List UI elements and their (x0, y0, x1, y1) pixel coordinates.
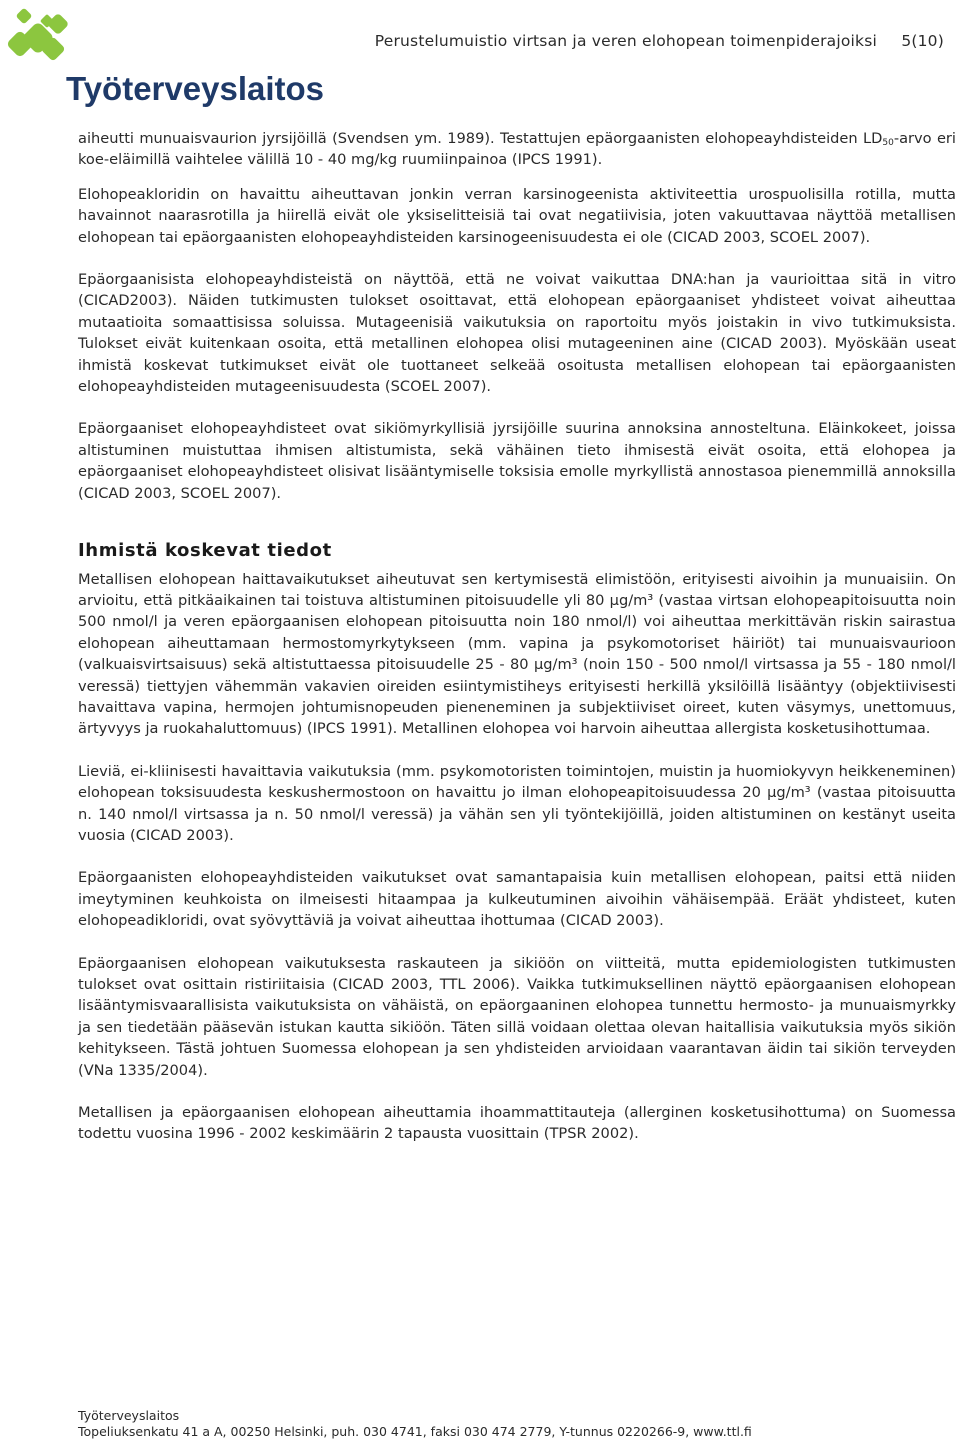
footer-org: Työterveyslaitos (78, 1408, 180, 1423)
footer-address: Topeliuksenkatu 41 a A, 00250 Helsinki, puh. 030 4741, faksi 030 474 2779, Y-tunnus 0220266-9, www.ttl.fi (78, 1424, 752, 1439)
section-heading: Ihmistä koskevat tiedot (78, 540, 332, 562)
page-number: 5(10) (901, 32, 944, 50)
paragraph-9: Metallisen ja epäorgaanisen elohopean aiheuttamia ihoammattitauteja (allerginen kosketusihottuma) on Suomessa todettu vuosina 1996 - 2002 keskimäärin 2 tapausta vuosittain (TPSR 2002). (78, 1104, 956, 1143)
paragraph-6: Lieviä, ei-kliinisesti havaittavia vaikutuksia (mm. psykomotoristen toimintojen, muistin ja huomiokyvyn heikkeneminen) elohopean toksisuudesta keskushermostoon on havaittu jo ilman elohopeapitoisuudessa 20 µg/m³ (vastaa pitoisuutta n. 140 nmol/l virtsassa ja n. 50 nmol/l veressä) ja vähän sen yli työntekijöillä, joiden altistuminen on kestänyt useita vuosia (CICAD 2003). (78, 762, 956, 844)
paragraph-8: Epäorgaanisen elohopean vaikutuksesta raskauteen ja sikiöön on viitteitä, mutta epidemiologisten tutkimusten tulokset ovat osittain ristiriitaisia (CICAD 2003, TTL 2006). Vaikka tutkimuksellinen näyttö epäorgaanisen elohopean lisääntymisvaarallisista vaikutuksista on vähäistä, on epäorgaaninen elohopea tunnettu hermosto- ja munuaismyrkky ja sen tiedetään pääsevän istukan kautta sikiöön. Täten sillä voidaan olettaa olevan haitallisia vaikutuksia myös sikiön kehitykseen. Tästä johtuen Suomessa elohopean ja sen yhdisteiden arvioidaan vaarantavan äidin tai sikiön terveyden (VNa 1335/2004). (78, 954, 956, 1079)
doc-title: Perustelumuistio virtsan ja veren elohopean toimenpiderajoiksi (374, 32, 878, 50)
paragraph-1: aiheutti munuaisvaurion jyrsijöillä (Svendsen ym. 1989). Testattujen epäorgaanisten elohopeayhdisteiden $LD_{50}$-arvo eri koe-eläimillä vaihtelee välillä 10 - 40 mg/kg ruumiinpainoa (IPCS 1991). (78, 130, 956, 169)
logo-mark-icon (6, 5, 71, 61)
paragraph-2: Elohopeakloridin on havaittu aiheuttavan jonkin verran karsinogeenista aktiviteettia urospuolisilla rotilla, mutta havainnot naarasrotilla ja hiirellä eivät ole yksiselitteisiä tai ovat negatiivisia, joten vakuuttavaa näyttöä metallisen elohopean tai epäorgaanisten elohopeayhdisteiden karsinogeenisuudesta ei ole (CICAD 2003, SCOEL 2007). (78, 185, 956, 246)
logo-wordmark: Työterveyslaitos (66, 70, 324, 107)
main-content (78, 128, 956, 1166)
paragraph-7: Epäorgaanisten elohopeayhdisteiden vaikutukset ovat samantapaisia kuin metallisen elohopean, paitsi että niiden imeytyminen keuhkoista on ilmeisesti hitaampaa ja kulkeutuminen aivoihin vähäisempää. Eräät yhdisteet, kuten elohopeadikloridi, ovat syövyttäviä ja voivat aiheuttaa ihottumaa (CICAD 2003). (78, 869, 956, 930)
logo (4, 4, 324, 108)
paragraph-4: Epäorgaaniset elohopeayhdisteet ovat sikiömyrkyllisiä jyrsijöille suurina annoksina annosteltuna. Eläinkokeet, joissa altistuminen muistuttaa ihmisen altistumista, sekä vähäinen tieto ihmisestä eivät osoita, että elohopea ja epäorgaaniset elohopeayhdisteet olisivat lisääntymiselle toksisia emolle myrkyllistä annostasoa pienemmillä annoksilla (CICAD 2003, SCOEL 2007). (78, 420, 956, 502)
paragraph-3: Epäorgaanisista elohopeayhdisteistä on näyttöä, että ne voivat vaikuttaa DNA:han ja vaurioittaa sitä in vitro (CICAD2003). Näiden tutkimusten tulokset osoittavat, että elohopean epäorgaaniset yhdisteet voivat aiheuttaa mutaatioita somaattisissa soluissa. Mutageenisiä vaikutuksia on raportoitu myös joistakin in vivo tutkimuksista. Tulokset eivät kuitenkaan osoita, että metallinen elohopea olisi mutageeninen aine (CICAD 2003). Myöskään useat ihmistä koskevat tutkimukset eivät ole tuottaneet selkeää osoitusta metallisen elohopean tai epäorgaanisten elohopeayhdisteiden mutageenisuudesta (SCOEL 2007). (78, 271, 956, 396)
paragraph-5: Metallisen elohopean haittavaikutukset aiheutuvat sen kertymisestä elimistöön, erityisesti aivoihin ja munuaisiin. On arvioitu, että pitkäaikainen tai toistuva altistuminen pitoisuudelle yli 80 µg/m³ (vastaa virtsan elohopeapitoisuutta noin 500 nmol/l ja veren epäorgaanisen elohopean pitoisuutta noin 180 nmol/l) voi aiheuttaa merkittävän riskin sairastua elohopean aiheuttamaan hermostomyrkytykseen (mm. vapina ja psykomotoriset häiriöt) tai munuaisvaurioon (valkuaisvirtsaisuus) sekä altistuttaessa pitoisuudelle 25 - 80 µg/m³ (noin 150 - 500 nmol/l virtsassa ja 55 - 180 nmol/l veressä) tiettyjen vähemmän vakavien oireiden esiintymistiheys erityisesti herkillä yksilöillä lisääntyy (objektiivisesti havaittava vapina, hermojen johtumisnopeuden pieneneminen ja subjektiiviset oireet, kuten väsymys, unettomuus, ärtyvyys ja ruokahaluttomuus) (IPCS 1991). Metallinen elohopea voi harvoin aiheuttaa allergista kosketusihottumaa. (78, 570, 956, 738)
document-header (375, 32, 944, 50)
page-footer (78, 1408, 752, 1440)
